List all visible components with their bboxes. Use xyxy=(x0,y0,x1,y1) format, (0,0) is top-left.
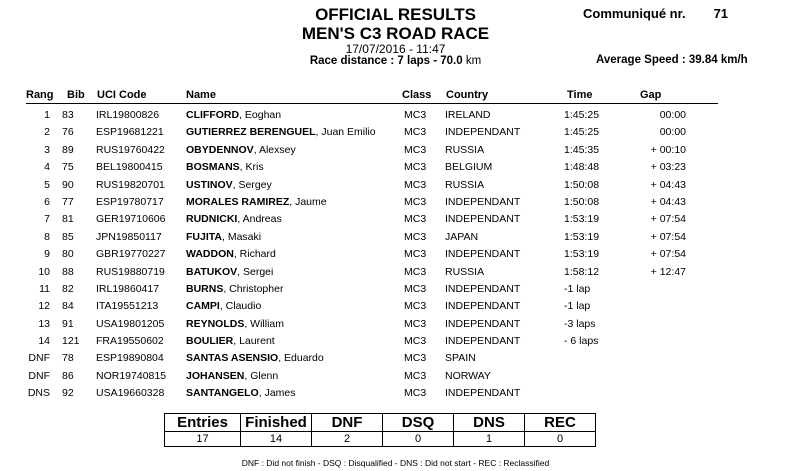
bib-cell: 75 xyxy=(62,161,74,174)
rider-surname: BATUKOV xyxy=(186,265,238,278)
rider-name-cell xyxy=(186,318,284,330)
rider-firstname: , Kris xyxy=(239,161,264,174)
summary-value-finished: 14 xyxy=(241,432,312,447)
rider-name-cell xyxy=(186,231,261,243)
class-cell: MC3 xyxy=(404,213,427,226)
bib-cell: 121 xyxy=(62,335,80,348)
rank-cell: 5 xyxy=(44,178,50,191)
communique-number: 71 xyxy=(713,6,729,21)
gap-cell: + 03:23 xyxy=(650,161,686,174)
bib-cell: 92 xyxy=(62,387,74,400)
class-cell: MC3 xyxy=(404,335,427,348)
rider-name-cell xyxy=(186,109,281,121)
rider-name-cell xyxy=(186,370,278,382)
gap-cell: - 6 laps xyxy=(564,335,599,348)
uci-code-cell: RUS19820701 xyxy=(96,178,165,191)
rank-cell: 6 xyxy=(44,195,50,208)
gap-cell: + 04:43 xyxy=(650,195,686,208)
table-row xyxy=(0,194,791,211)
table-row xyxy=(0,142,791,159)
rider-firstname: , Masaki xyxy=(221,230,262,243)
uci-code-cell: GBR19770227 xyxy=(96,248,166,261)
rider-firstname: , Richard xyxy=(233,248,276,261)
bib-cell: 90 xyxy=(62,178,74,191)
gap-cell: 00:00 xyxy=(659,109,686,121)
rider-firstname: , Eoghan xyxy=(239,109,282,121)
race-distance-label: Race distance : xyxy=(309,55,398,67)
rank-cell: 4 xyxy=(44,161,50,174)
country-cell: INDEPENDANT xyxy=(445,387,521,400)
rider-surname: WADDON xyxy=(186,248,234,261)
time-cell: 1:50:08 xyxy=(564,195,600,208)
summary-header-finished: Finished xyxy=(241,414,312,432)
rider-surname: FUJITA xyxy=(186,230,222,243)
uci-code-cell: USA19801205 xyxy=(96,317,165,330)
rider-surname: JOHANSEN xyxy=(186,369,245,382)
uci-code-cell: ESP19890804 xyxy=(96,352,164,365)
uci-code-cell: NOR19740815 xyxy=(96,369,167,382)
summary-value-rec: 0 xyxy=(525,432,596,447)
table-row xyxy=(0,159,791,176)
class-cell: MC3 xyxy=(404,387,427,400)
rider-firstname: , Sergei xyxy=(237,265,274,278)
rider-firstname: , Sergey xyxy=(232,178,272,191)
rider-name-cell xyxy=(186,161,264,173)
rider-firstname: , Andreas xyxy=(237,213,282,226)
rider-surname: CAMPI xyxy=(186,300,220,313)
rank-cell: 13 xyxy=(38,317,50,330)
class-cell: MC3 xyxy=(404,248,427,261)
gap-cell: -1 lap xyxy=(564,282,591,295)
results-table xyxy=(0,107,791,403)
class-cell: MC3 xyxy=(404,230,427,243)
rider-name-cell xyxy=(186,283,283,295)
rider-firstname: , William xyxy=(244,317,285,330)
legend-footnote: DNF : Did not finish - DSQ : Disqualified - DNS : Did not start - REC : Reclassified xyxy=(241,458,550,468)
country-cell: RUSSIA xyxy=(445,265,485,278)
table-row xyxy=(0,107,791,124)
class-cell: MC3 xyxy=(404,143,427,156)
time-cell: 1:53:19 xyxy=(564,213,600,226)
table-row xyxy=(0,229,791,246)
bib-cell: 85 xyxy=(62,230,74,243)
rider-surname: REYNOLDS xyxy=(186,317,245,330)
bib-cell: 81 xyxy=(62,213,74,226)
uci-code-cell: JPN19850117 xyxy=(96,230,162,243)
table-row xyxy=(0,298,791,315)
uci-code-cell: BEL19800415 xyxy=(96,161,163,174)
rank-cell: 9 xyxy=(44,248,50,261)
uci-code-cell: ESP19681221 xyxy=(96,126,164,139)
time-cell: 1:48:48 xyxy=(564,161,600,174)
average-speed: Average Speed : 39.84 km/h xyxy=(596,54,748,66)
rider-surname: RUDNICKI xyxy=(186,213,238,226)
country-cell: SPAIN xyxy=(445,352,476,365)
class-cell: MC3 xyxy=(404,195,427,208)
rider-surname: GUTIERREZ BERENGUEL xyxy=(186,126,316,139)
rider-firstname: , Alexsey xyxy=(253,143,296,156)
table-row xyxy=(0,281,791,298)
summary-header-dnf: DNF xyxy=(312,414,383,432)
summary-header-entries: Entries xyxy=(165,414,241,432)
country-cell: RUSSIA xyxy=(445,178,485,191)
country-cell: INDEPENDANT xyxy=(445,248,521,261)
rider-name-cell xyxy=(186,144,296,156)
gap-cell: + 07:54 xyxy=(650,248,686,261)
rank-cell: 14 xyxy=(38,335,50,348)
summary-table xyxy=(164,413,596,447)
summary-value-entries: 17 xyxy=(165,432,241,447)
rider-name-cell xyxy=(186,248,276,260)
country-cell: BELGIUM xyxy=(445,161,493,174)
class-cell: MC3 xyxy=(404,265,427,278)
class-cell: MC3 xyxy=(404,109,427,121)
rider-name-cell xyxy=(186,266,273,278)
rider-firstname: , James xyxy=(258,387,296,400)
race-datetime: 17/07/2016 - 11:47 xyxy=(345,42,446,56)
rider-name-cell xyxy=(186,300,261,312)
uci-code-cell: GER19710606 xyxy=(96,213,166,226)
bib-cell: 83 xyxy=(62,109,74,121)
rank-cell: 11 xyxy=(39,282,50,295)
class-cell: MC3 xyxy=(404,369,427,382)
table-row xyxy=(0,385,791,402)
uci-code-cell: RUS19880719 xyxy=(96,265,165,278)
rider-firstname: , Christopher xyxy=(223,282,284,295)
rider-firstname: , Jaume xyxy=(289,195,327,208)
rider-firstname: , Eduardo xyxy=(278,352,324,365)
gap-cell: -1 lap xyxy=(564,300,591,313)
time-cell: 1:50:08 xyxy=(564,178,600,191)
summary-value-dns: 1 xyxy=(454,432,525,447)
race-km: 70.0 xyxy=(440,55,463,67)
race-name: MEN'S C3 ROAD RACE xyxy=(301,24,490,43)
col-gap-header: Gap xyxy=(640,89,662,101)
bib-cell: 84 xyxy=(62,300,74,313)
time-cell: 1:45:25 xyxy=(564,126,600,139)
rider-name-cell xyxy=(186,126,376,138)
col-uci-header: UCI Code xyxy=(97,89,147,101)
class-cell: MC3 xyxy=(404,282,427,295)
communique-label: Communiqué nr. xyxy=(583,6,686,21)
rider-name-cell xyxy=(186,213,282,225)
time-cell: 1:53:19 xyxy=(564,248,600,261)
country-cell: INDEPENDANT xyxy=(445,213,521,226)
rank-cell: 1 xyxy=(44,109,50,121)
summary-header-rec: REC xyxy=(525,414,596,432)
summary-value-dsq: 0 xyxy=(383,432,454,447)
rank-cell: 2 xyxy=(44,126,50,139)
rider-name-cell xyxy=(186,387,296,399)
rider-surname: OBYDENNOV xyxy=(186,143,254,156)
table-row xyxy=(0,368,791,385)
uci-code-cell: IRL19860417 xyxy=(96,282,160,295)
class-cell: MC3 xyxy=(404,300,427,313)
country-cell: NORWAY xyxy=(445,369,491,382)
rider-surname: USTINOV xyxy=(186,178,233,191)
table-row xyxy=(0,124,791,141)
bib-cell: 89 xyxy=(62,143,74,156)
col-class-header: Class xyxy=(402,89,432,101)
rank-cell: 8 xyxy=(44,230,50,243)
country-cell: IRELAND xyxy=(445,109,491,121)
summary-value-dnf: 2 xyxy=(312,432,383,447)
bib-cell: 86 xyxy=(62,369,74,382)
rank-cell: 3 xyxy=(44,143,50,156)
table-row xyxy=(0,264,791,281)
rider-surname: MORALES RAMIREZ xyxy=(186,195,290,208)
col-bib-header: Bib xyxy=(67,89,85,101)
col-name-header: Name xyxy=(186,89,216,101)
bib-cell: 88 xyxy=(62,265,74,278)
rider-firstname: , Claudio xyxy=(219,300,262,313)
km-unit: km xyxy=(462,55,482,67)
race-laps: 7 xyxy=(397,55,404,67)
rider-surname: SANTANGELO xyxy=(186,387,259,400)
bib-cell: 78 xyxy=(62,352,74,365)
rider-surname: BOSMANS xyxy=(186,161,240,174)
uci-code-cell: IRL19800826 xyxy=(96,109,160,121)
uci-code-cell: ITA19551213 xyxy=(96,300,159,313)
bib-cell: 80 xyxy=(62,248,74,261)
gap-cell: 00:00 xyxy=(659,126,686,139)
rank-cell: DNS xyxy=(27,387,50,400)
rider-surname: BOULIER xyxy=(186,335,234,348)
class-cell: MC3 xyxy=(404,126,427,139)
col-time-header: Time xyxy=(567,89,593,101)
rider-name-cell xyxy=(186,335,275,347)
table-row xyxy=(0,333,791,350)
rider-firstname: , Juan Emilio xyxy=(315,126,376,139)
table-row xyxy=(0,316,791,333)
uci-code-cell: FRA19550602 xyxy=(96,335,164,348)
table-row xyxy=(0,211,791,228)
summary-header-dsq: DSQ xyxy=(383,414,454,432)
time-cell: 1:53:19 xyxy=(564,230,600,243)
table-row xyxy=(0,246,791,263)
rider-name-cell xyxy=(186,196,327,208)
class-cell: MC3 xyxy=(404,161,427,174)
class-cell: MC3 xyxy=(404,317,427,330)
bib-cell: 91 xyxy=(62,317,74,330)
rider-firstname: , Glenn xyxy=(244,369,279,382)
rank-cell: 10 xyxy=(38,265,50,278)
rank-cell: DNF xyxy=(28,369,50,382)
bib-cell: 77 xyxy=(62,195,74,208)
rider-firstname: , Laurent xyxy=(233,335,275,348)
time-cell: 1:45:35 xyxy=(564,143,600,156)
country-cell: RUSSIA xyxy=(445,143,485,156)
bib-cell: 76 xyxy=(62,126,74,139)
uci-code-cell: ESP19780717 xyxy=(96,195,164,208)
communique xyxy=(583,6,728,21)
rank-cell: DNF xyxy=(28,352,50,365)
gap-cell: + 00:10 xyxy=(650,143,686,156)
summary-header-dns: DNS xyxy=(454,414,525,432)
col-rank-header: Rang xyxy=(26,89,54,101)
country-cell: INDEPENDANT xyxy=(445,282,521,295)
bib-cell: 82 xyxy=(62,282,74,295)
country-cell: JAPAN xyxy=(445,230,479,243)
gap-cell: -3 laps xyxy=(564,317,596,330)
rider-name-cell xyxy=(186,179,272,191)
country-cell: INDEPENDANT xyxy=(445,195,521,208)
country-cell: INDEPENDANT xyxy=(445,126,521,139)
gap-cell: + 04:43 xyxy=(650,178,686,191)
table-row xyxy=(0,177,791,194)
class-cell: MC3 xyxy=(404,178,427,191)
country-cell: INDEPENDANT xyxy=(445,300,521,313)
gap-cell: + 12:47 xyxy=(650,265,686,278)
class-cell: MC3 xyxy=(404,352,427,365)
laps-word: laps - xyxy=(403,55,441,67)
rank-cell: 12 xyxy=(38,300,50,313)
rider-name-cell xyxy=(186,352,324,364)
uci-code-cell: RUS19760422 xyxy=(96,143,165,156)
country-cell: INDEPENDANT xyxy=(445,317,521,330)
document-title: OFFICIAL RESULTS xyxy=(315,5,476,24)
rider-surname: CLIFFORD xyxy=(186,109,240,121)
rank-cell: 7 xyxy=(44,213,50,226)
gap-cell: + 07:54 xyxy=(650,213,686,226)
table-row xyxy=(0,350,791,367)
header-divider xyxy=(26,103,718,104)
col-country-header: Country xyxy=(446,89,489,101)
gap-cell: + 07:54 xyxy=(650,230,686,243)
time-cell: 1:58:12 xyxy=(564,265,600,278)
rider-surname: BURNS xyxy=(186,282,224,295)
country-cell: INDEPENDANT xyxy=(445,335,521,348)
time-cell: 1:45:25 xyxy=(564,109,600,121)
rider-surname: SANTAS ASENSIO xyxy=(186,352,279,365)
uci-code-cell: USA19660328 xyxy=(96,387,165,400)
